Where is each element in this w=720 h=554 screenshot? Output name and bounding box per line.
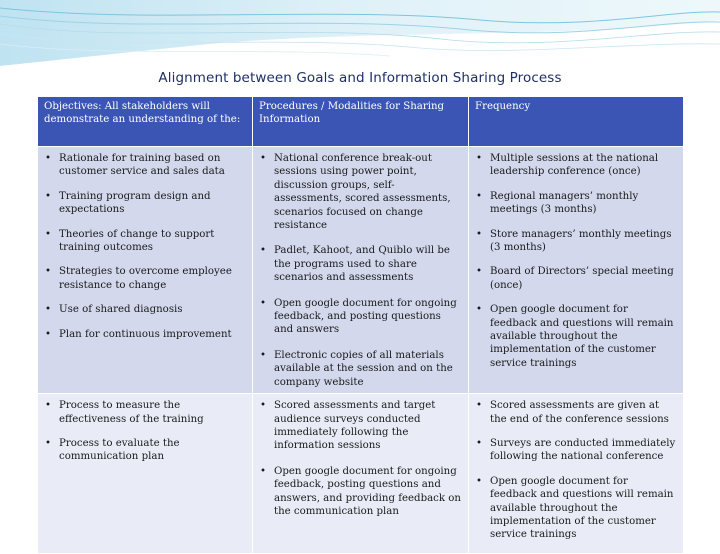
- decorative-wave-header: [0, 0, 720, 66]
- list-item: • Scored assessments and target audience surveys conducted immediately following the information sessions: [259, 399, 462, 453]
- list-item: • Surveys are conducted immediately following the national conference: [475, 437, 677, 464]
- list-item: • Padlet, Kahoot, and Quiblo will be the programs used to share scenarios and assessments: [259, 244, 462, 284]
- objectives-header: Objectives: All stakeholders will demonstrate an understanding of the:: [38, 97, 253, 147]
- procedures-header: Procedures / Modalities for Sharing Information: [253, 97, 469, 147]
- objectives-cell: [38, 394, 253, 554]
- slide-title: Alignment between Goals and Information Sharing Process: [158, 70, 562, 86]
- table-row: [38, 147, 684, 394]
- frequency-cell: [469, 394, 684, 554]
- list-item: • Theories of change to support training outcomes: [44, 228, 246, 255]
- list-item: • Open google document for ongoing feedback, posting questions and answers, and providing feedback on the communication plan: [259, 465, 462, 519]
- list-item: • National conference break-out sessions using power point, discussion groups, self-assessments, scored assessments, scenarios focused on change resistance: [259, 152, 462, 232]
- table-header-row: [38, 97, 684, 147]
- procedures-cell: [253, 394, 469, 554]
- frequency-header: Frequency: [469, 97, 684, 147]
- list-item: • Scored assessments are given at the end of the conference sessions: [475, 399, 677, 426]
- list-item: • Strategies to overcome employee resistance to change: [44, 265, 246, 292]
- list-item: • Process to measure the effectiveness of the training: [44, 399, 246, 426]
- list-item: • Open google document for ongoing feedback, and posting questions and answers: [259, 297, 462, 337]
- list-item: • Rationale for training based on customer service and sales data: [44, 152, 246, 179]
- list-item: • Process to evaluate the communication plan: [44, 437, 246, 464]
- table-row: [38, 394, 684, 554]
- list-item: • Use of shared diagnosis: [44, 303, 246, 316]
- frequency-cell: [469, 147, 684, 394]
- list-item: • Store managers’ monthly meetings (3 months): [475, 228, 677, 255]
- list-item: • Board of Directors’ special meeting (once): [475, 265, 677, 292]
- alignment-table: [37, 96, 684, 554]
- list-item: • Plan for continuous improvement: [44, 328, 246, 341]
- list-item: • Electronic copies of all materials available at the session and on the company website: [259, 349, 462, 389]
- list-item: • Training program design and expectations: [44, 190, 246, 217]
- list-item: • Multiple sessions at the national leadership conference (once): [475, 152, 677, 179]
- procedures-cell: [253, 147, 469, 394]
- list-item: • Open google document for feedback and questions will remain available throughout the implementation of the customer service trainings: [475, 475, 677, 542]
- list-item: • Open google document for feedback and questions will remain available throughout the implementation of the customer service trainings: [475, 303, 677, 370]
- list-item: • Regional managers’ monthly meetings (3 months): [475, 190, 677, 217]
- objectives-cell: [38, 147, 253, 394]
